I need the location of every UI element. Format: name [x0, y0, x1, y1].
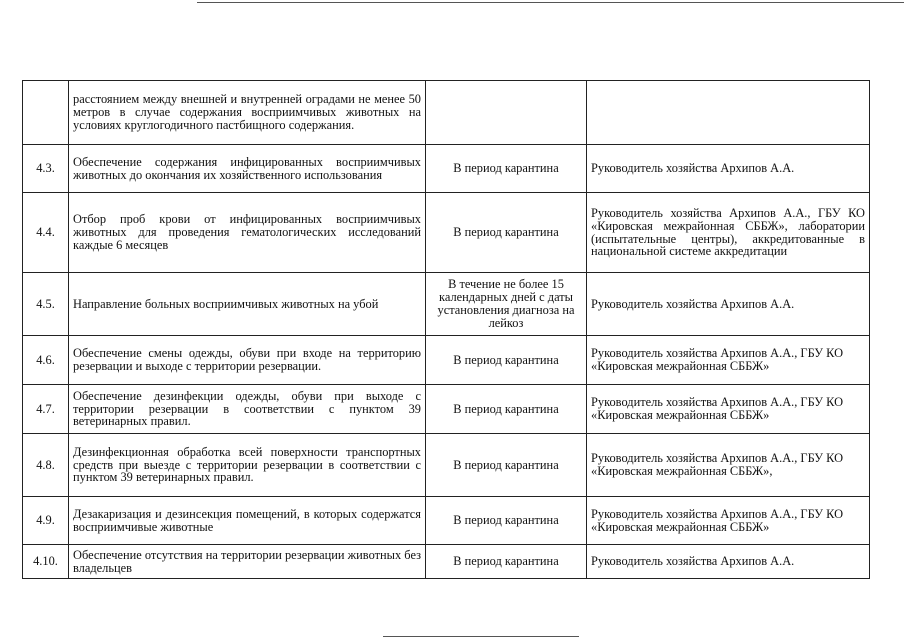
responsible-text — [587, 81, 870, 145]
period-text: В период карантина — [426, 385, 587, 434]
period-text: В течение не более 15 календарных дней с даты установления диагноза на лейкоз — [426, 273, 587, 336]
row-number: 4.4. — [23, 193, 69, 273]
table-row — [23, 193, 870, 273]
row-number: 4.3. — [23, 145, 69, 193]
responsible-text: Руководитель хозяйства Архипов А.А. — [587, 145, 870, 193]
measure-text: Отбор проб крови от инфицированных восприимчивых животных для проведения гематологических исследований каждые 6 месяцев — [69, 193, 426, 273]
row-number: 4.5. — [23, 273, 69, 336]
table-row — [23, 385, 870, 434]
table-row — [23, 545, 870, 579]
row-number — [23, 81, 69, 145]
row-number: 4.8. — [23, 434, 69, 497]
table-row — [23, 145, 870, 193]
measure-text: Дезакаризация и дезинсекция помещений, в которых содержатся восприимчивые животные — [69, 497, 426, 545]
responsible-text: Руководитель хозяйства Архипов А.А. — [587, 273, 870, 336]
row-number: 4.6. — [23, 336, 69, 385]
measure-text: Направление больных восприимчивых животных на убой — [69, 273, 426, 336]
measures-table — [22, 80, 870, 579]
measure-text: Обеспечение содержания инфицированных восприимчивых животных до окончания их хозяйственного использования — [69, 145, 426, 193]
responsible-text: Руководитель хозяйства Архипов А.А. — [587, 545, 870, 579]
measure-text: расстоянием между внешней и внутренней оградами не менее 50 метров в случае содержания восприимчивых животных на условиях круглогодичного пастбищного содержания. — [69, 81, 426, 145]
row-number: 4.9. — [23, 497, 69, 545]
table-row — [23, 81, 870, 145]
table-row — [23, 434, 870, 497]
table-row — [23, 336, 870, 385]
measure-text: Обеспечение смены одежды, обуви при входе на территорию резервации и выходе с территории резервации. — [69, 336, 426, 385]
period-text: В период карантина — [426, 497, 587, 545]
responsible-text: Руководитель хозяйства Архипов А.А., ГБУ КО «Кировская межрайонная СББЖ» — [587, 385, 870, 434]
responsible-text: Руководитель хозяйства Архипов А.А., ГБУ КО «Кировская межрайонная СББЖ», — [587, 434, 870, 497]
page-top-rule — [197, 2, 904, 3]
row-number: 4.7. — [23, 385, 69, 434]
period-text: В период карантина — [426, 545, 587, 579]
table-row — [23, 273, 870, 336]
period-text — [426, 81, 587, 145]
responsible-text: Руководитель хозяйства Архипов А.А., ГБУ КО «Кировская межрайонная СББЖ» — [587, 497, 870, 545]
period-text: В период карантина — [426, 145, 587, 193]
period-text: В период карантина — [426, 434, 587, 497]
page-bottom-rule — [383, 636, 579, 637]
measure-text: Дезинфекционная обработка всей поверхности транспортных средств при выезде с территории резервации в соответствии с пунктом 39 ветеринарных правил. — [69, 434, 426, 497]
responsible-text: Руководитель хозяйства Архипов А.А., ГБУ КО «Кировская межрайонная СББЖ», лаборатории (испытательные центры), аккредитованные в национальной системе аккредитации — [587, 193, 870, 273]
measure-text: Обеспечение отсутствия на территории резервации животных без владельцев — [69, 545, 426, 579]
row-number: 4.10. — [23, 545, 69, 579]
measure-text: Обеспечение дезинфекции одежды, обуви при выходе с территории резервации в соответствии с пунктом 39 ветеринарных правил. — [69, 385, 426, 434]
period-text: В период карантина — [426, 193, 587, 273]
table-row — [23, 497, 870, 545]
period-text: В период карантина — [426, 336, 587, 385]
responsible-text: Руководитель хозяйства Архипов А.А., ГБУ КО «Кировская межрайонная СББЖ» — [587, 336, 870, 385]
